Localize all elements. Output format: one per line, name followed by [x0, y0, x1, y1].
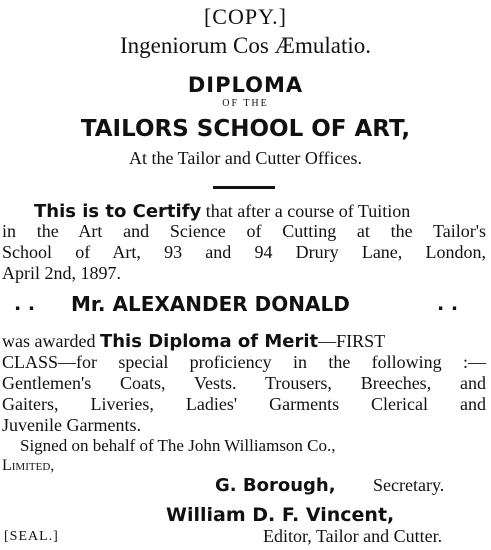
divider-rule [213, 186, 275, 189]
certify-line-1 [34, 201, 488, 222]
signed-behalf-line-2: Limited, [2, 457, 55, 474]
certify-line-4: April 2nd, 1897. [2, 263, 121, 283]
recipient-dots-left: . . [14, 293, 36, 315]
diploma-title: DIPLOMA [187, 73, 304, 97]
award-line-1-start: was awarded [2, 331, 96, 351]
certify-line-2: in the Art and Science of Cutting at the Tailor's [2, 221, 486, 241]
recipient-name: Mr. ALEXANDER DONALD [71, 292, 350, 316]
signed-behalf-line-1: Signed on behalf of The John Williamson Co., [20, 436, 336, 455]
certify-line-1-rest: that after a course of Tuition [205, 201, 411, 221]
school-name: TAILORS SCHOOL OF ART, [80, 116, 411, 142]
seal-mark: [SEAL.] [4, 529, 59, 544]
editor-name: William D. F. Vincent, [166, 504, 395, 526]
recipient-dots-right: . . [437, 293, 459, 315]
office-location: At the Tailor and Cutter Offices. [128, 148, 362, 168]
award-line-5: Juvenile Garments. [2, 415, 141, 435]
latin-motto: Ingeniorum Cos Æmulatio. [119, 33, 372, 58]
award-line-1 [2, 331, 385, 352]
award-line-1-end: —FIRST [318, 331, 386, 351]
certify-line-3: School of Art, 93 and 94 Drury Lane, London, [2, 242, 486, 262]
award-line-3: Gentlemen's Coats, Vests. Trousers, Breeches, and [2, 373, 486, 393]
of-the-label: OF THE [222, 98, 269, 109]
certify-lead: This is to Certify [34, 201, 202, 222]
secretary-name: G. Borough, [215, 475, 336, 496]
editor-title: Editor, Tailor and Cutter. [263, 526, 443, 546]
award-line-4: Gaiters, Liveries, Ladies' Garments Clerical and [2, 394, 486, 414]
secretary-title: Secretary. [373, 475, 445, 495]
award-line-2: CLASS—for special proficiency in the following :— [2, 352, 486, 372]
copy-mark: [COPY.] [203, 4, 287, 29]
diploma-of-merit: This Diploma of Merit [99, 331, 319, 352]
